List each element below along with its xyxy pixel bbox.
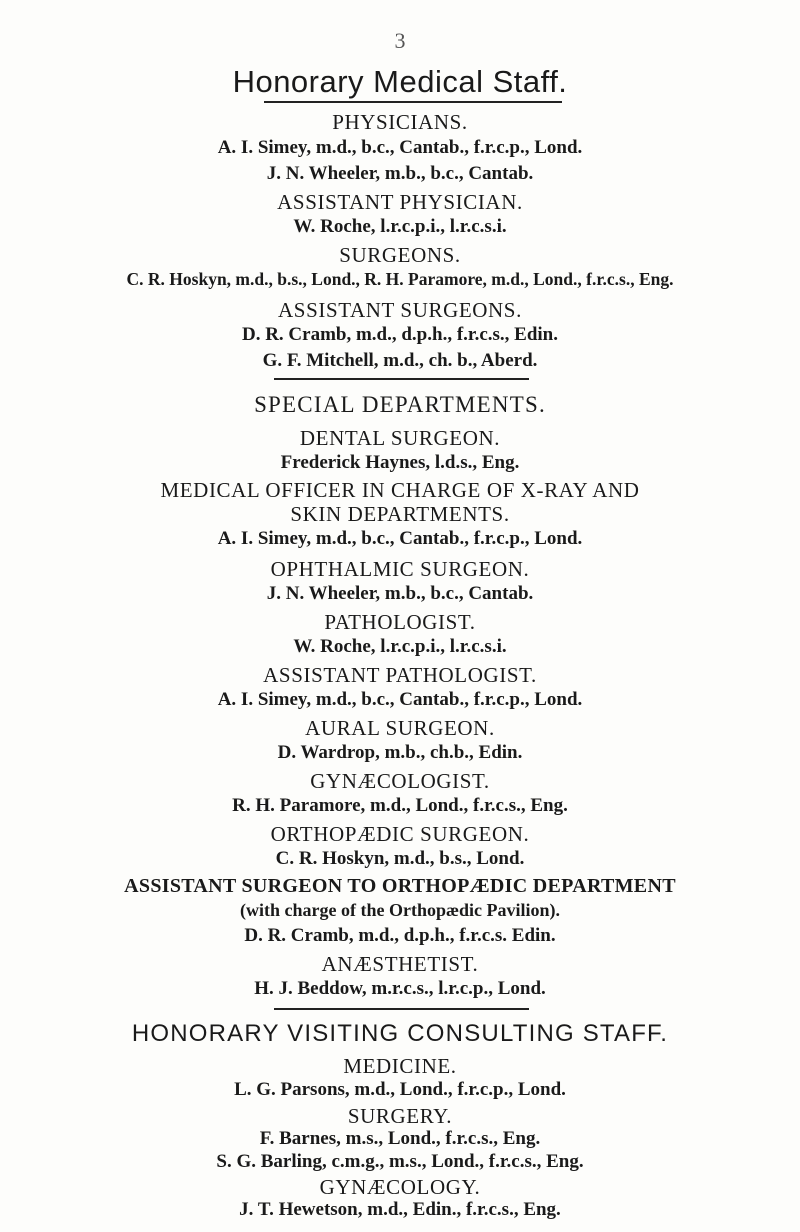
pathologist-entry: W. Roche, l.r.c.p.i., l.r.c.s.i. [293,636,507,657]
ophthalmic-heading: OPHTHALMIC SURGEON. [270,557,530,581]
anaesthetist-entry: H. J. Beddow, m.r.c.s., l.r.c.p., Lond. [254,978,546,999]
anaesthetist-heading: ANÆSTHETIST. [321,952,479,976]
gynaecologist-heading: GYNÆCOLOGIST. [310,769,490,793]
aural-heading: AURAL SURGEON. [305,716,495,740]
assistant-surgeon-entry: D. R. Cramb, m.d., d.p.h., f.r.c.s., Edin. [241,324,558,345]
orthopaedic-entry: C. R. Hoskyn, m.d., b.s., Lond. [275,848,525,869]
surgeons-heading: SURGEONS. [339,243,461,267]
surgeons-entry: C. R. Hoskyn, m.d., b.s., Lond., R. H. Paramore, m.d., Lond., f.r.c.s., Eng. [126,269,674,289]
dental-entry: Frederick Haynes, l.d.s., Eng. [280,452,520,473]
page-title: Honorary Medical Staff. [232,64,568,99]
assistant-pathologist-entry: A. I. Simey, m.d., b.c., Cantab., f.r.c.p., Lond. [217,689,583,710]
surgery-heading: SURGERY. [347,1104,453,1128]
assistant-surgeons-heading: ASSISTANT SURGEONS. [278,298,522,322]
physician-entry: A. I. Simey, m.d., b.c., Cantab., f.r.c.p., Lond. [217,137,583,158]
physician-entry: J. N. Wheeler, m.b., b.c., Cantab. [266,163,534,184]
aural-entry: D. Wardrop, m.b., ch.b., Edin. [277,742,523,763]
ophthalmic-entry: J. N. Wheeler, m.b., b.c., Cantab. [266,583,534,604]
gynaecology-heading: GYNÆCOLOGY. [319,1175,481,1199]
page-number: 3 [394,28,406,53]
gynaecologist-entry: R. H. Paramore, m.d., Lond., f.r.c.s., Eng. [232,795,568,816]
consulting-staff-heading: HONORARY VISITING CONSULTING STAFF. [131,1020,669,1047]
medicine-entry: L. G. Parsons, m.d., Lond., f.r.c.p., Lond. [234,1079,566,1100]
orthopaedic-heading: ORTHOPÆDIC SURGEON. [270,822,530,846]
special-departments-heading: SPECIAL DEPARTMENTS. [254,392,546,417]
asst-orthopaedic-heading: ASSISTANT SURGEON TO ORTHOPÆDIC DEPARTMENT [124,875,676,897]
section-divider [274,1008,529,1010]
title-underline [264,101,562,103]
xray-heading: MEDICAL OFFICER IN CHARGE OF X-RAY AND [160,478,640,502]
assistant-surgeon-entry: G. F. Mitchell, m.d., ch. b., Aberd. [262,350,538,371]
dental-heading: DENTAL SURGEON. [299,426,501,450]
medicine-heading: MEDICINE. [343,1054,457,1078]
surgery-entry: F. Barnes, m.s., Lond., f.r.c.s., Eng. [259,1128,541,1149]
assistant-pathologist-heading: ASSISTANT PATHOLOGIST. [263,663,537,687]
xray-heading-continued: SKIN DEPARTMENTS. [290,502,510,526]
asst-orthopaedic-note: (with charge of the Orthopædic Pavilion). [240,900,560,920]
pathologist-heading: PATHOLOGIST. [324,610,476,634]
gynaecology-entry: J. T. Hewetson, m.d., Edin., f.r.c.s., Eng. [239,1199,561,1220]
physicians-heading: PHYSICIANS. [332,110,468,134]
section-divider [274,378,529,380]
surgery-entry: S. G. Barling, c.m.g., m.s., Lond., f.r.c.s., Eng. [216,1151,584,1172]
asst-orthopaedic-entry: D. R. Cramb, m.d., d.p.h., f.r.c.s. Edin. [244,925,556,946]
xray-entry: A. I. Simey, m.d., b.c., Cantab., f.r.c.p., Lond. [217,528,583,549]
assistant-physician-heading: ASSISTANT PHYSICIAN. [277,190,523,214]
assistant-physician-entry: W. Roche, l.r.c.p.i., l.r.c.s.i. [293,216,507,237]
